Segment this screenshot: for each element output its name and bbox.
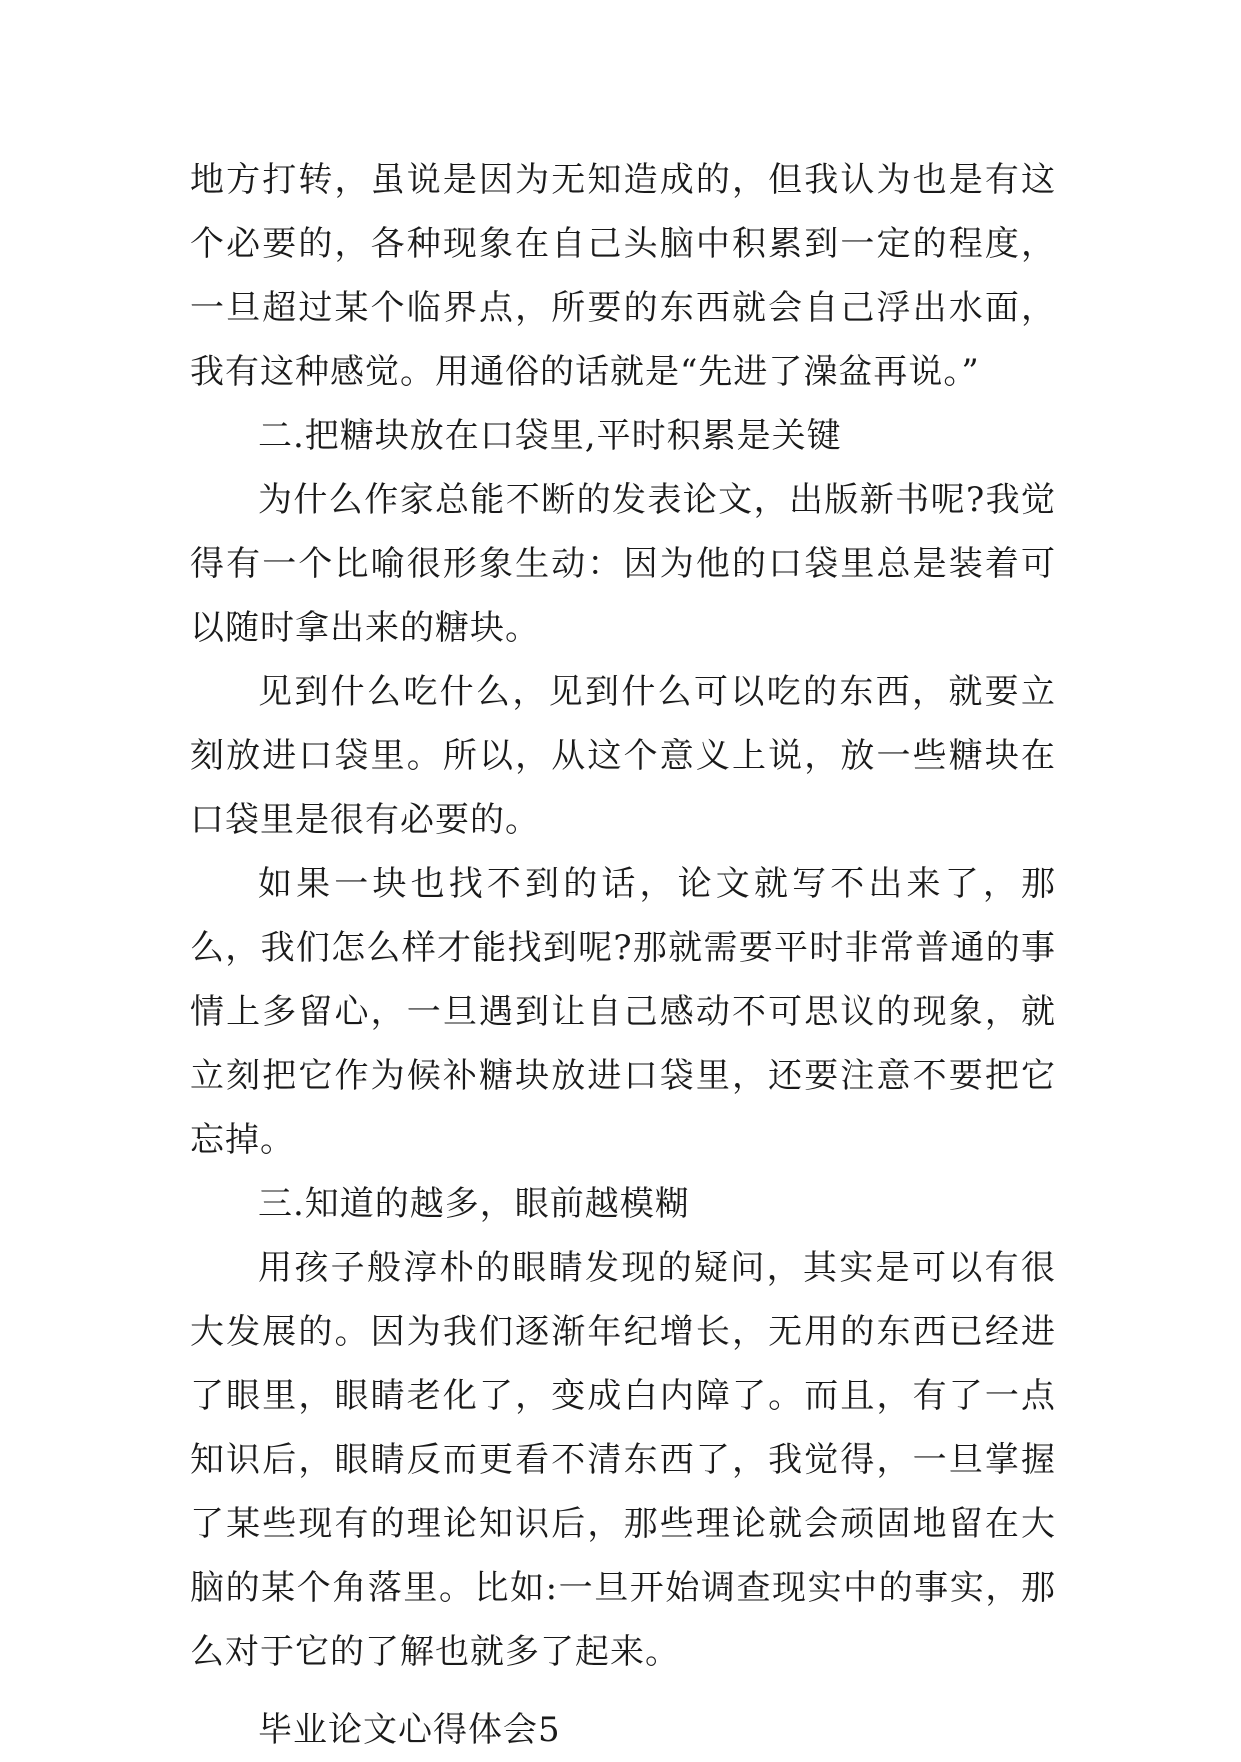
paragraph: 见到什么吃什么，见到什么可以吃的东西，就要立刻放进口袋里。所以，从这个意义上说，放一些糖块在口袋里是很有必要的。 [190,672,1056,840]
section-heading-2: 二.把糖块放在口袋里,平时积累是关键 [258,416,842,456]
section-heading-3: 三.知道的越多，眼前越模糊 [258,1184,690,1224]
paragraph: 用孩子般淳朴的眼睛发现的疑问，其实是可以有很大发展的。因为我们逐渐年纪增长，无用的东西已经进了眼里，眼睛老化了，变成白内障了。而且，有了一点知识后，眼睛反而更看不清东西了，我觉得，一旦掌握了某些现有的理论知识后，那些理论就会顽固地留在大脑的某个角落里。比如:一旦开始调查现实中的事实，那么对于它的了解也就多了起来。 [190,1248,1056,1672]
essay-title: 毕业论文心得体会5 [258,1710,561,1750]
document-body [190,148,1056,1762]
paragraph-continuation: 地方打转，虽说是因为无知造成的，但我认为也是有这个必要的，各种现象在自己头脑中积累到一定的程度，一旦超过某个临界点，所要的东西就会自己浮出水面，我有这种感觉。用通俗的话就是“先进了澡盆再说。” [190,160,1056,392]
paragraph: 如果一块也找不到的话，论文就写不出来了，那么，我们怎么样才能找到呢?那就需要平时非常普通的事情上多留心，一旦遇到让自己感动不可思议的现象，就立刻把它作为候补糖块放进口袋里，还要注意不要把它忘掉。 [190,864,1056,1160]
paragraph: 为什么作家总能不断的发表论文，出版新书呢?我觉得有一个比喻很形象生动：因为他的口袋里总是装着可以随时拿出来的糖块。 [190,480,1056,648]
